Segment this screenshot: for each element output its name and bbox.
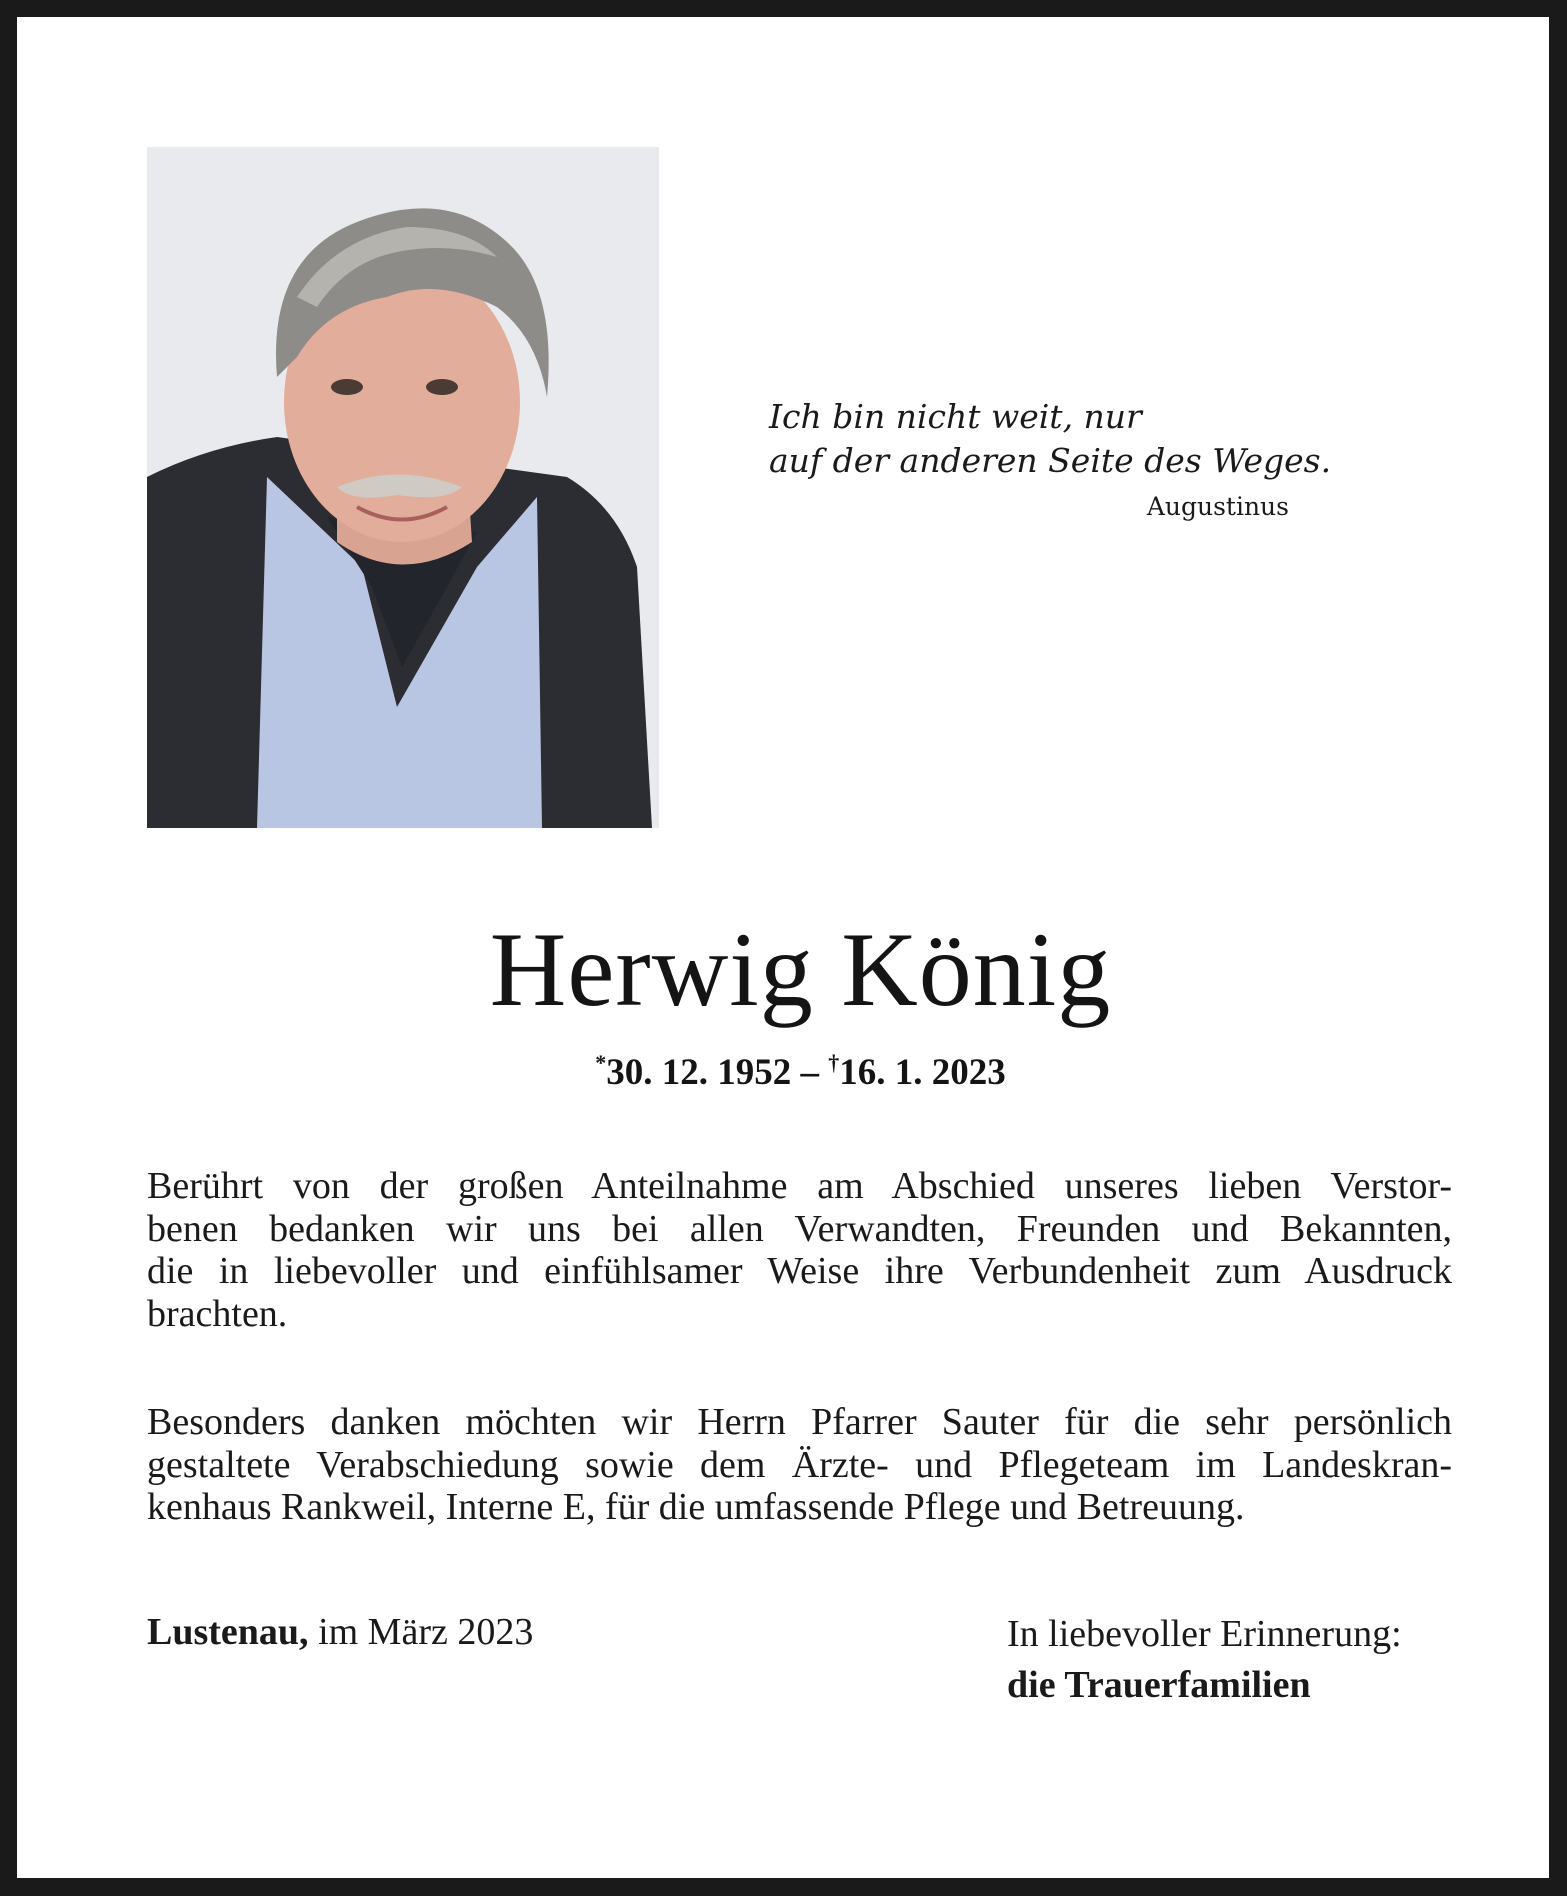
paragraph-line: brachten. — [147, 1292, 288, 1335]
paragraph-line: Besonders danken möchten wir Herrn Pfarrer Sauter für die sehr persönlich — [147, 1401, 1452, 1443]
paragraph-line: benen bedanken wir uns bei allen Verwandten, Freunden und Bekannten, — [147, 1207, 1452, 1250]
deceased-name: Herwig König — [489, 911, 1112, 1028]
date: im März 2023 — [308, 1611, 534, 1653]
paragraph-line: Berührt von der großen Anteilnahme am Abschied unseres lieben Verstor- — [147, 1165, 1452, 1207]
family-line: die Trauerfamilien — [1007, 1664, 1311, 1706]
signoff — [1007, 1609, 1452, 1711]
paragraph-line: die in liebevoller und einfühlsamer Weise ihre Verbundenheit zum Ausdruck — [147, 1250, 1452, 1292]
death-date: 16. 1. 2023 — [839, 1052, 1006, 1093]
date-separator: – — [791, 1052, 829, 1093]
portrait-illustration — [147, 147, 659, 828]
quote-author: Augustinus — [1146, 492, 1289, 521]
place-and-date — [147, 1609, 533, 1655]
quote-line: auf der anderen Seite des Weges. — [769, 441, 1332, 480]
quote-line: Ich bin nicht weit, nur — [769, 397, 1142, 436]
memorial-line: In liebevoller Erinnerung: — [1007, 1613, 1402, 1655]
birth-date: 30. 12. 1952 — [606, 1052, 792, 1093]
quote — [769, 395, 1332, 483]
place: Lustenau, — [147, 1611, 309, 1653]
death-symbol: † — [828, 1050, 840, 1075]
paragraph-line: kenhaus Rankweil, Interne E, für die umfassende Pflege und Betreuung. — [147, 1486, 1245, 1528]
special-thanks-paragraph — [147, 1401, 1452, 1529]
paragraph-line: gestaltete Verabschiedung sowie dem Ärzte- und Pflegeteam im Landeskran- — [147, 1443, 1452, 1486]
birth-symbol: * — [595, 1050, 607, 1075]
portrait-photo — [147, 147, 659, 828]
life-dates — [17, 1041, 1567, 1095]
thanks-paragraph — [147, 1165, 1452, 1335]
